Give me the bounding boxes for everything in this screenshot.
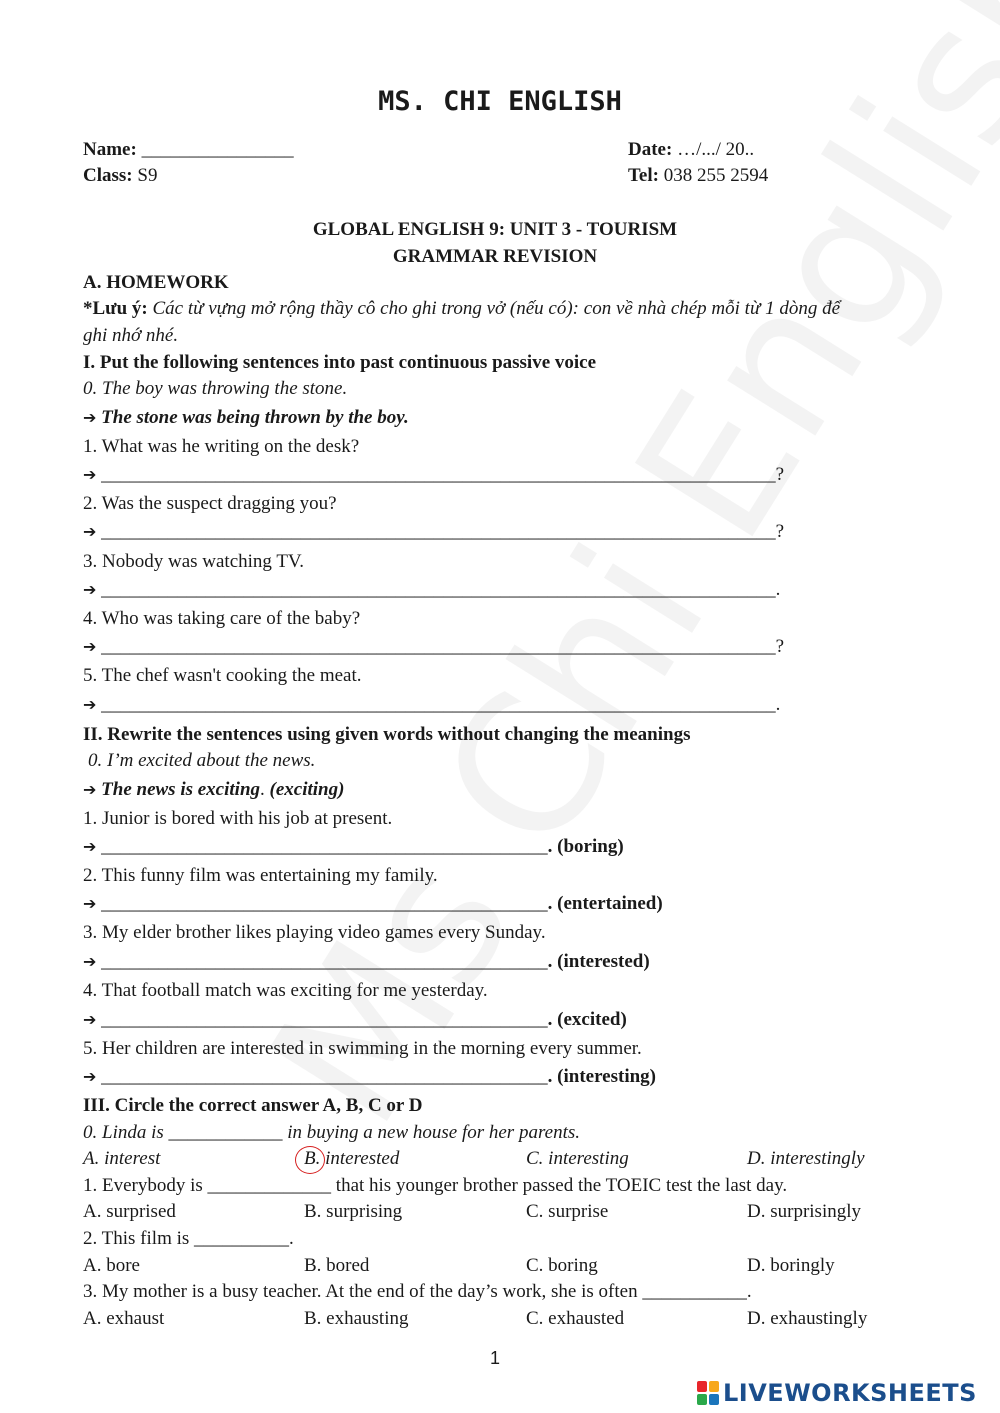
date-label: Date: bbox=[628, 139, 673, 160]
section1-question: 4. Who was taking care of the baby? bbox=[83, 608, 361, 629]
logo-grid-icon bbox=[697, 1381, 719, 1405]
page-number: 1 bbox=[489, 1348, 500, 1368]
section1-answer-line[interactable] bbox=[83, 694, 780, 716]
class-row bbox=[83, 165, 157, 187]
section1-answer-line[interactable] bbox=[83, 464, 784, 486]
answer-blank[interactable]: _______________________________________________________________________ bbox=[101, 579, 776, 600]
section2-answer-line[interactable] bbox=[83, 836, 624, 858]
logo-square bbox=[709, 1381, 719, 1392]
answer-hint: . (interesting) bbox=[547, 1066, 657, 1087]
answer-circle bbox=[295, 1146, 325, 1174]
tel-value: 038 255 2594 bbox=[663, 165, 769, 186]
option-b[interactable]: B. bored bbox=[304, 1255, 370, 1276]
section2-example-answer bbox=[83, 779, 344, 801]
option-c[interactable]: C. surprise bbox=[526, 1201, 609, 1222]
option-b[interactable]: B. interested bbox=[304, 1148, 400, 1169]
section2-example-question: 0. I’m excited about the news. bbox=[88, 750, 316, 771]
section1-example-question: 0. The boy was throwing the stone. bbox=[83, 378, 348, 399]
option-a[interactable]: A. interest bbox=[83, 1148, 161, 1169]
note-text: Các từ vựng mở rộng thầy cô cho ghi trong vở (nếu có): con về nhà chép mỗi từ 1 dòng để bbox=[152, 298, 841, 319]
section2-answer-line[interactable] bbox=[83, 1066, 656, 1088]
note-label: *Lưu ý: bbox=[83, 298, 148, 319]
name-blank: ________________ bbox=[141, 139, 294, 160]
arrow-icon: ➔ bbox=[83, 408, 97, 427]
answer-end: . bbox=[775, 579, 781, 600]
example-answer-text: The stone was being thrown by the boy. bbox=[101, 407, 409, 428]
example-answer-text: The news is exciting bbox=[101, 779, 261, 800]
name-row bbox=[83, 139, 294, 161]
section1-answer-line[interactable] bbox=[83, 579, 780, 601]
arrow-icon: ➔ bbox=[83, 522, 97, 541]
logo-square bbox=[697, 1394, 707, 1405]
tel-row bbox=[628, 165, 768, 187]
section3-example-question: 0. Linda is ____________ in buying a new house for her parents. bbox=[83, 1122, 580, 1143]
answer-blank[interactable]: _______________________________________________________________________ bbox=[101, 464, 776, 485]
option-c[interactable]: C. boring bbox=[526, 1255, 598, 1276]
section2-question: 4. That football match was exciting for me yesterday. bbox=[83, 980, 488, 1001]
option-d[interactable]: D. surprisingly bbox=[747, 1201, 861, 1222]
answer-hint: . (interested) bbox=[547, 951, 650, 972]
option-d[interactable]: D. exhaustingly bbox=[747, 1308, 868, 1329]
section1-question: 3. Nobody was watching TV. bbox=[83, 551, 304, 572]
note-text-cont: ghi nhớ nhé. bbox=[83, 325, 179, 346]
class-label: Class: bbox=[83, 165, 133, 186]
arrow-icon: ➔ bbox=[83, 894, 97, 913]
answer-blank[interactable]: _______________________________________________________________________ bbox=[101, 694, 776, 715]
revision-heading: GRAMMAR REVISION bbox=[392, 246, 598, 267]
section3-question: 1. Everybody is _____________ that his younger brother passed the TOEIC test the last day. bbox=[83, 1175, 788, 1196]
answer-blank[interactable]: _______________________________________________ bbox=[101, 951, 548, 972]
option-b[interactable]: B. exhausting bbox=[304, 1308, 409, 1329]
option-c[interactable]: C. interesting bbox=[526, 1148, 629, 1169]
page-title: MS. CHI ENGLISH bbox=[378, 86, 622, 117]
option-a[interactable]: A. bore bbox=[83, 1255, 140, 1276]
section1-question: 1. What was he writing on the desk? bbox=[83, 436, 360, 457]
example-dot: . bbox=[260, 779, 265, 800]
option-c[interactable]: C. exhausted bbox=[526, 1308, 625, 1329]
arrow-icon: ➔ bbox=[83, 637, 97, 656]
answer-blank[interactable]: _______________________________________________ bbox=[101, 893, 548, 914]
section1-answer-line[interactable] bbox=[83, 636, 784, 658]
section2-question: 3. My elder brother likes playing video games every Sunday. bbox=[83, 922, 546, 943]
liveworksheets-logo[interactable] bbox=[697, 1379, 977, 1407]
date-row bbox=[628, 139, 754, 161]
option-a[interactable]: A. exhaust bbox=[83, 1308, 165, 1329]
homework-title: A. HOMEWORK bbox=[83, 272, 229, 293]
section2-question: 1. Junior is bored with his job at present. bbox=[83, 808, 393, 829]
section1-question: 5. The chef wasn't cooking the meat. bbox=[83, 665, 362, 686]
answer-end: ? bbox=[775, 521, 785, 542]
answer-blank[interactable]: _______________________________________________________________________ bbox=[101, 521, 776, 542]
section2-answer-line[interactable] bbox=[83, 893, 663, 915]
date-value: …/.../ 20.. bbox=[677, 139, 755, 160]
section3-title: III. Circle the correct answer A, B, C or D bbox=[83, 1095, 423, 1116]
answer-hint: . (boring) bbox=[547, 836, 624, 857]
name-label: Name: bbox=[83, 139, 137, 160]
answer-end: . bbox=[775, 694, 781, 715]
answer-hint: . (entertained) bbox=[547, 893, 663, 914]
section1-title: I. Put the following sentences into past continuous passive voice bbox=[83, 352, 597, 373]
answer-blank[interactable]: _______________________________________________ bbox=[101, 1066, 548, 1087]
class-value: S9 bbox=[137, 165, 158, 186]
section2-answer-line[interactable] bbox=[83, 951, 650, 973]
arrow-icon: ➔ bbox=[83, 580, 97, 599]
section2-answer-line[interactable] bbox=[83, 1009, 627, 1031]
arrow-icon: ➔ bbox=[83, 465, 97, 484]
arrow-icon: ➔ bbox=[83, 1067, 97, 1086]
logo-square bbox=[697, 1381, 707, 1392]
option-d[interactable]: D. interestingly bbox=[747, 1148, 865, 1169]
answer-end: ? bbox=[775, 636, 785, 657]
section2-question: 5. Her children are interested in swimming in the morning every summer. bbox=[83, 1038, 642, 1059]
option-a[interactable]: A. surprised bbox=[83, 1201, 176, 1222]
arrow-icon: ➔ bbox=[83, 1010, 97, 1029]
logo-square bbox=[709, 1394, 719, 1405]
section2-title: II. Rewrite the sentences using given words without changing the meanings bbox=[83, 724, 691, 745]
answer-blank[interactable]: _______________________________________________ bbox=[101, 1009, 548, 1030]
example-hint: (exciting) bbox=[269, 779, 345, 800]
section1-example-answer bbox=[83, 407, 409, 429]
section3-question: 2. This film is __________. bbox=[83, 1228, 294, 1249]
homework-note bbox=[83, 298, 840, 320]
section2-question: 2. This funny film was entertaining my family. bbox=[83, 865, 438, 886]
arrow-icon: ➔ bbox=[83, 780, 97, 799]
logo-text: LIVEWORKSHEETS bbox=[723, 1379, 977, 1407]
answer-blank[interactable]: _______________________________________________ bbox=[101, 836, 548, 857]
section3-question: 3. My mother is a busy teacher. At the end of the day’s work, she is often ___________. bbox=[83, 1281, 752, 1302]
answer-end: ? bbox=[775, 464, 785, 485]
section1-answer-line[interactable] bbox=[83, 521, 784, 543]
answer-hint: . (excited) bbox=[547, 1009, 627, 1030]
option-d[interactable]: D. boringly bbox=[747, 1255, 835, 1276]
arrow-icon: ➔ bbox=[83, 837, 97, 856]
answer-blank[interactable]: _______________________________________________________________________ bbox=[101, 636, 776, 657]
option-b[interactable]: B. surprising bbox=[304, 1201, 403, 1222]
unit-heading: GLOBAL ENGLISH 9: UNIT 3 - TOURISM bbox=[312, 219, 678, 240]
tel-label: Tel: bbox=[628, 165, 659, 186]
section1-question: 2. Was the suspect dragging you? bbox=[83, 493, 337, 514]
arrow-icon: ➔ bbox=[83, 695, 97, 714]
arrow-icon: ➔ bbox=[83, 952, 97, 971]
